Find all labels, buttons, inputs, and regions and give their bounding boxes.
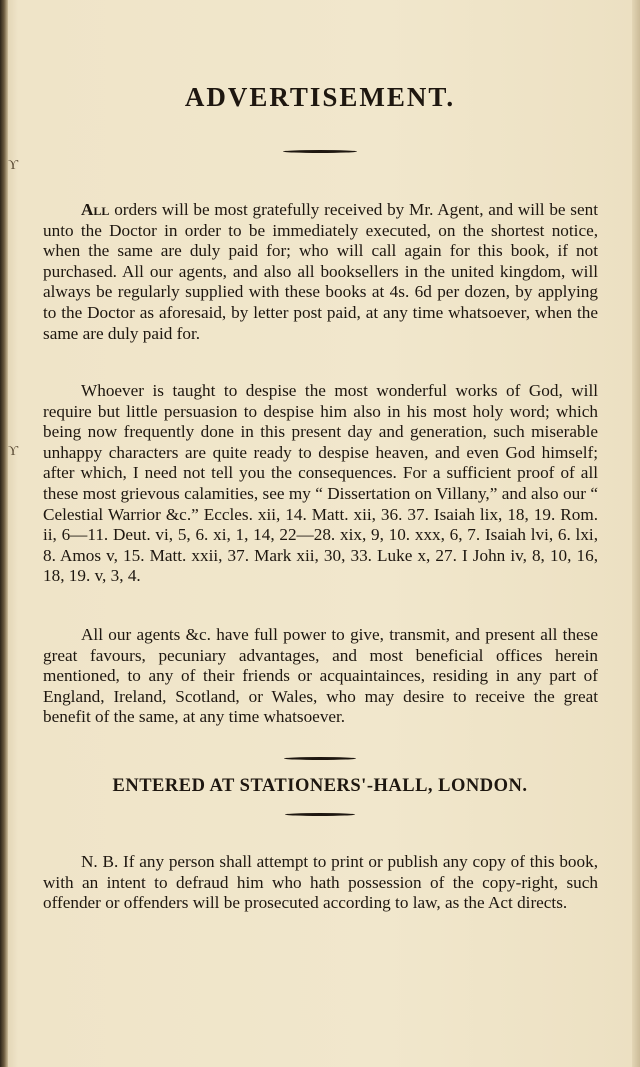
paragraph-orders: [43, 200, 598, 344]
lead-word: All: [81, 200, 110, 219]
ornamental-rule: [285, 813, 355, 816]
page-edge: [632, 0, 640, 1067]
page-title: ADVERTISEMENT.: [184, 82, 456, 112]
ornamental-rule: [284, 757, 356, 760]
paragraph-text: orders will be most gratefully received by Mr. Agent, and will be sent unto the Doctor in order to be immediately executed, on the shortest notice, when the same are duly paid for; who will call again for this book, if not purchased. All our agents, and also all booksellers in the united kingdom, will always be regularly supplied with these books at 4s. 6d per dozen, by applying to the Doctor as aforesaid, by letter post paid, at any time whatsoever, when the same are duly paid for.: [43, 200, 598, 343]
paragraph-agents: All our agents &c. have full power to give, transmit, and present all these great favours, pecuniary advantages, and most beneficial offices herein mentioned, to any of their friends or acquaintainces, residing in any part of England, Ireland, Scotland, or Wales, who may desire to receive the great benefit of the same, at any time whatsoever.: [43, 625, 598, 727]
paragraph-whoever: Whoever is taught to despise the most wonderful works of God, will require but little persuasion to despise him also in his most holy word; which being now frequently done in this present day and generation, such miserable unhappy characters are quite ready to despise heaven, and even God himself; after which, I need not tell you the consequences. For a sufficient proof of all these most grievous calamities, see my “ Dissertation on Villany,” and also our “ Celestial Warrior &c.” Eccles. xii, 14. Matt. xii, 36. 37. Isaiah lix, 18, 19. Rom. ii, 6—11. Deut. vi, 5, 6. xi, 1, 14, 22—28. xix, 9, 10. xxx, 6, 7. Isaiah lvi, 6. lxi, 8. Amos v, 15. Matt. xxii, 37. Mark xii, 30, 33. Luke x, 27. I John iv, 8, 10, 16, 18, 19. v, 3, 4.: [43, 381, 598, 586]
margin-mark: ϒ: [8, 158, 19, 173]
paragraph-copyright-note: N. B. If any person shall attempt to print or publish any copy of this book, with an intent to defraud him who hath possession of the copy-right, such offender or offenders will be prosecuted according to law, as the Act directs.: [43, 852, 598, 913]
ornamental-rule: [283, 150, 357, 153]
entered-notice: ENTERED AT STATIONERS'-HALL, LONDON.: [112, 776, 528, 796]
margin-mark: ϒ: [8, 444, 19, 459]
binding-spine: [0, 0, 8, 1067]
